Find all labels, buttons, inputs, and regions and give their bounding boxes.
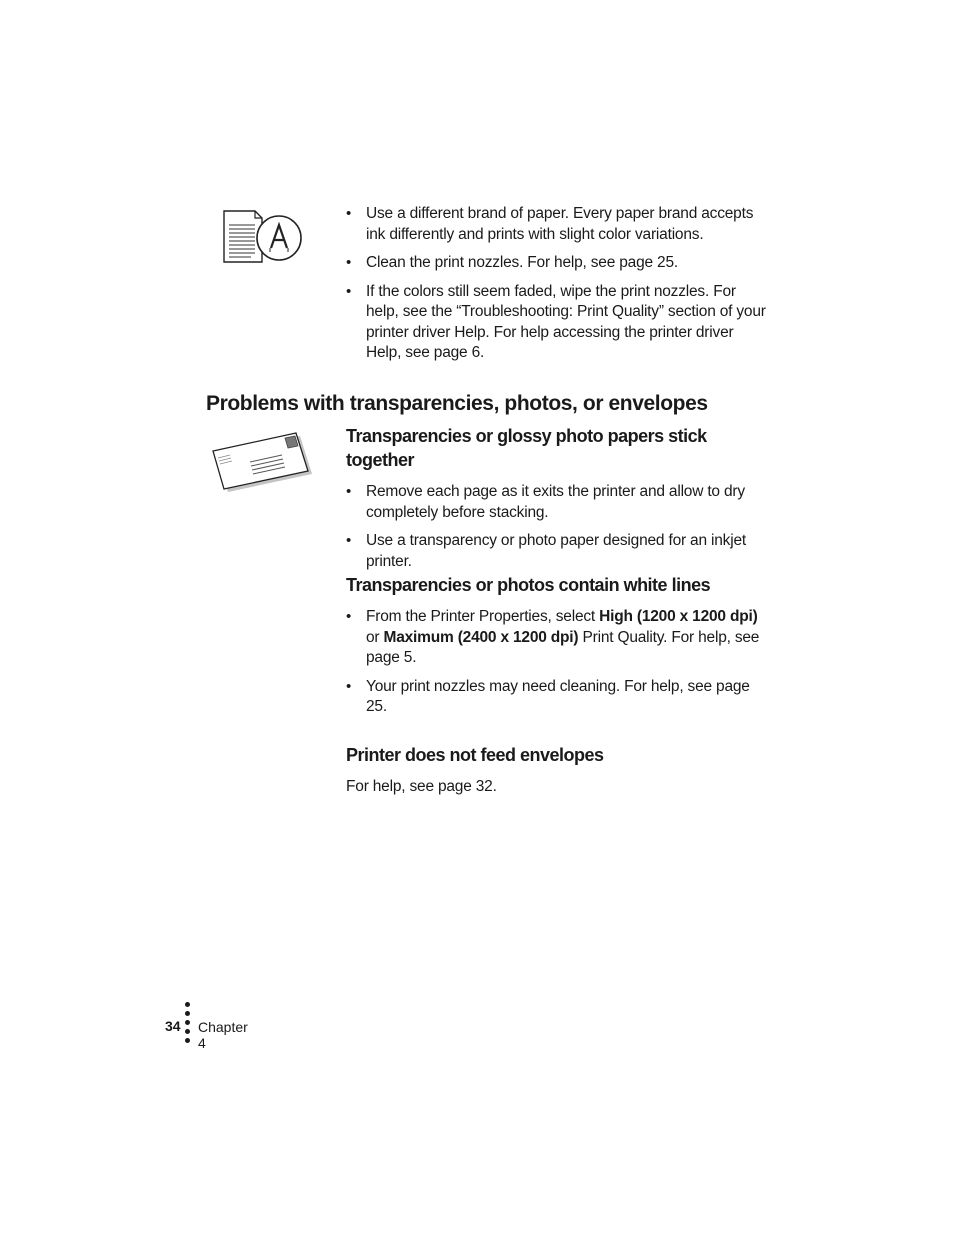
subsection-heading: Transparencies or glossy photo papers stick together <box>346 426 707 470</box>
list-item: • If the colors still seem faded, wipe the print nozzles. For help, see the “Troubleshooting: Print Quality” section of your printer driver Help. For help accessing the printer driver Help, see page 6. <box>346 282 766 364</box>
paper-tips-section <box>346 204 766 372</box>
list-item: • Your print nozzles may need cleaning. For help, see page 25. <box>346 677 766 718</box>
white-lines-list <box>346 607 766 718</box>
list-item-text: or <box>366 628 384 646</box>
envelope-feed-section <box>346 743 766 797</box>
stick-together-list <box>346 482 766 572</box>
envelope-icon <box>210 430 314 499</box>
list-item: • Clean the print nozzles. For help, see page 25. <box>346 253 766 274</box>
chapter-label: Chapter 4 <box>198 1019 248 1051</box>
subsection-heading: Transparencies or photos contain white lines <box>346 575 711 595</box>
help-text: For help, see page 32. <box>346 778 497 795</box>
list-item-text: From the Printer Properties, select <box>366 608 600 625</box>
white-lines-section <box>346 573 766 726</box>
list-item: • Remove each page as it exits the printer and allow to dry completely before stacking. <box>346 482 766 523</box>
quality-maximum-label: Maximum (2400 x 1200 dpi) <box>383 628 579 646</box>
subsection-heading: Printer does not feed envelopes <box>346 745 604 765</box>
list-item: • Use a different brand of paper. Every paper brand accepts ink differently and prints with slight color variations. <box>346 204 766 245</box>
list-item: • Use a transparency or photo paper designed for an inkjet printer. <box>346 531 766 572</box>
quality-high-label: High (1200 x 1200 dpi) <box>599 608 758 625</box>
section-heading: Problems with transparencies, photos, or envelopes <box>206 392 708 415</box>
stick-together-section <box>346 424 766 580</box>
list-item <box>346 607 766 669</box>
page-number: 34 <box>165 1018 181 1034</box>
document-print-quality-icon <box>221 208 305 271</box>
paper-tips-list <box>346 204 766 364</box>
footer-dots <box>185 1002 193 1047</box>
list-item-text: Print Quality. For help, see page 5. <box>366 628 760 666</box>
